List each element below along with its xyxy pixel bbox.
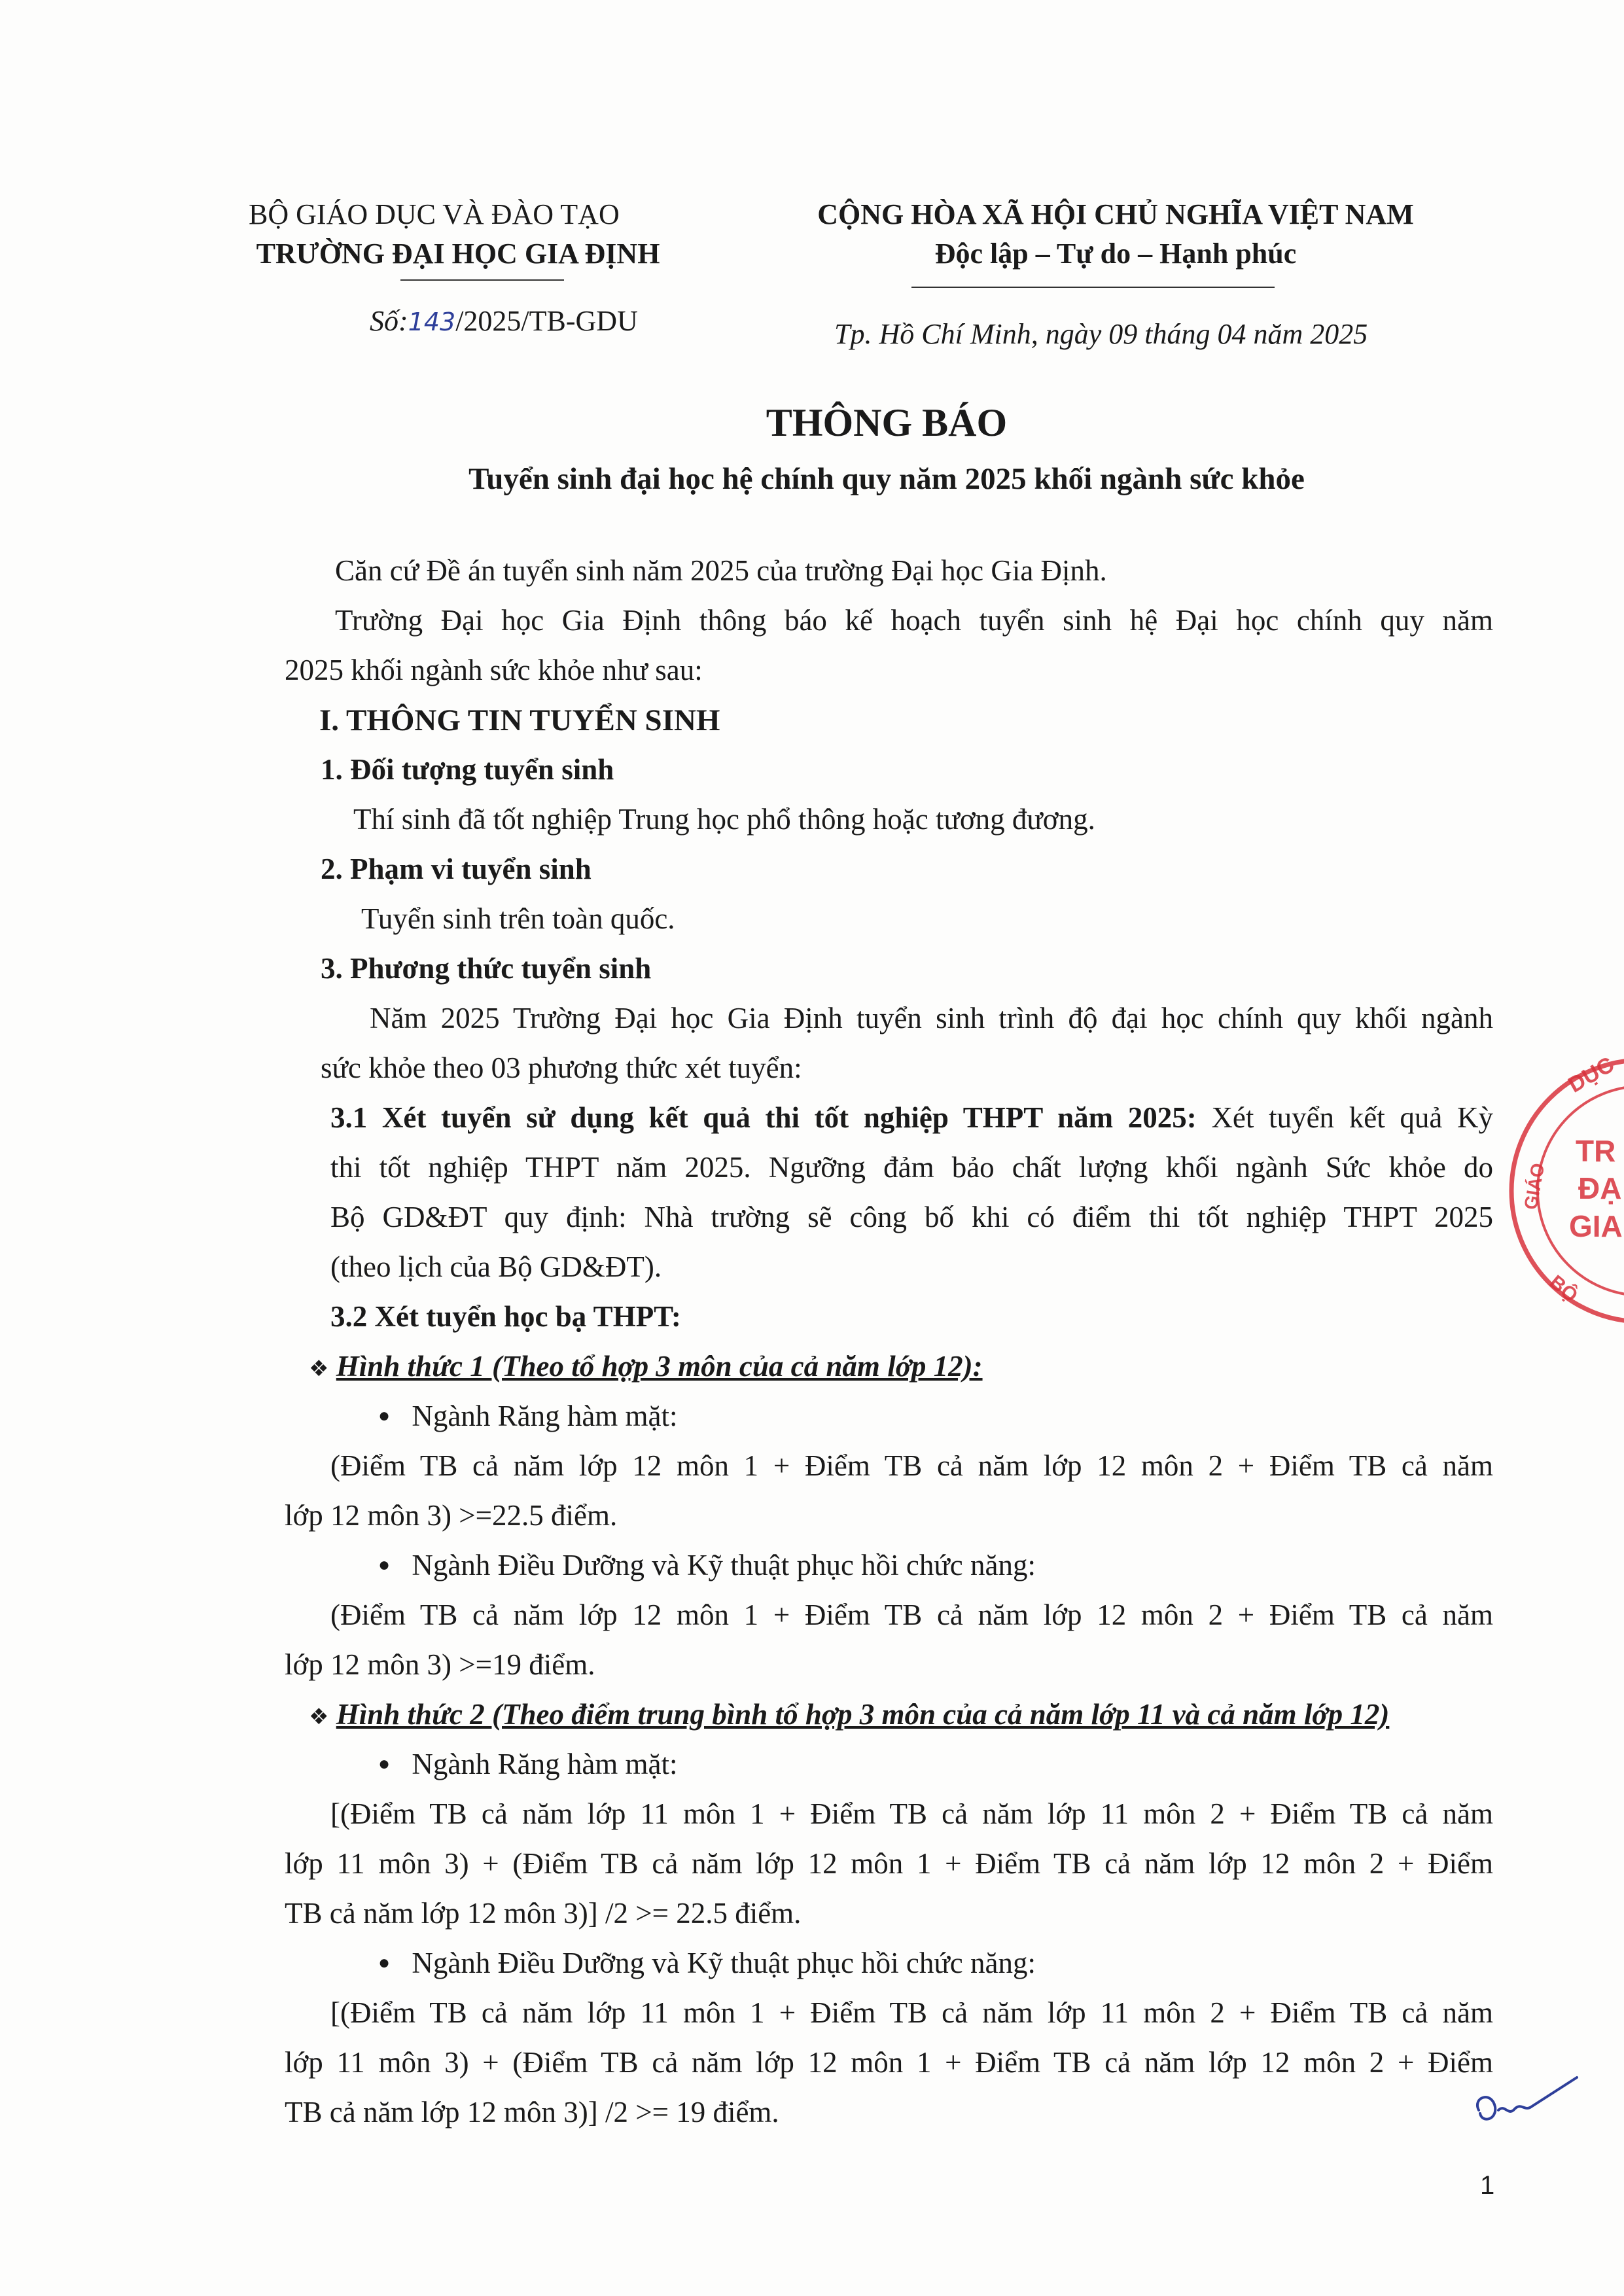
subsection-1-text: Thí sinh đã tốt nghiệp Trung học phổ thông hoặc tương đương.	[353, 803, 1095, 836]
subsection-1-heading: 1. Đối tượng tuyển sinh	[321, 753, 614, 786]
form-1-major-2-item	[378, 1548, 1036, 1582]
header-right-rule	[911, 287, 1275, 288]
form-2-major-1-label: Ngành Răng hàm mặt:	[412, 1748, 678, 1780]
method-31-line-2: thi tốt nghiệp THPT năm 2025. Ngưỡng đảm bảo chất lượng khối ngành Sức khỏe do	[330, 1151, 1493, 1184]
form-1-line	[309, 1349, 983, 1383]
method-31-heading: 3.1 Xét tuyển sử dụng kết quả thi tốt nghiệp THPT năm 2025:	[330, 1101, 1197, 1134]
bullet-icon: ●	[378, 1753, 391, 1775]
form-1-major-2-formula-b: lớp 12 môn 3) >=19 điểm.	[285, 1648, 595, 1681]
seal-text-line-3: GIA	[1569, 1209, 1623, 1243]
subsection-3-heading: 3. Phương thức tuyển sinh	[321, 952, 652, 985]
bullet-icon: ●	[378, 1554, 391, 1576]
diamond-bullet-icon: ❖	[309, 1356, 329, 1382]
form-2-major-2-formula-b: lớp 11 môn 3) + (Điểm TB cả năm lớp 12 môn 1 + Điểm TB cả năm lớp 12 môn 2 + Điểm	[285, 2046, 1493, 2079]
handwritten-initials-signature	[1466, 2071, 1583, 2143]
bullet-icon: ●	[378, 1405, 391, 1426]
document-number	[370, 304, 638, 338]
method-31-text-a: Xét tuyển kết quả Kỳ	[1211, 1101, 1493, 1134]
intro-paragraph-1: Căn cứ Đề án tuyển sinh năm 2025 của trường Đại học Gia Định.	[335, 554, 1107, 587]
seal-text-bottom: BỘ	[1545, 1271, 1582, 1307]
form-2-major-1-formula-c: TB cả năm lớp 12 môn 3)] /2 >= 22.5 điểm.	[285, 1897, 802, 1930]
subsection-2-text: Tuyển sinh trên toàn quốc.	[361, 902, 675, 935]
university-name: TRƯỜNG ĐẠI HỌC GIA ĐỊNH	[256, 238, 660, 270]
form-2-major-1-formula-a: [(Điểm TB cả năm lớp 11 môn 1 + Điểm TB cả năm lớp 11 môn 2 + Điểm TB cả năm	[330, 1797, 1493, 1830]
bullet-icon: ●	[378, 1952, 391, 1973]
intro-paragraph-2b: 2025 khối ngành sức khỏe như sau:	[285, 654, 703, 686]
seal-text-line-2: ĐẠ	[1578, 1171, 1622, 1205]
form-2-major-2-formula-a: [(Điểm TB cả năm lớp 11 môn 1 + Điểm TB cả năm lớp 11 môn 2 + Điểm TB cả năm	[330, 1996, 1493, 2029]
form-1-major-1-label: Ngành Răng hàm mặt:	[412, 1400, 678, 1432]
number-suffix: /2025/TB-GDU	[455, 305, 638, 337]
form-2-major-2-formula-c: TB cả năm lớp 12 môn 3)] /2 >= 19 điểm.	[285, 2096, 779, 2128]
method-31-line-4: (theo lịch của Bộ GD&ĐT).	[330, 1250, 662, 1283]
form-2-heading: Hình thức 2 (Theo điểm trung bình tổ hợp 3 môn của cả năm lớp 11 và cả năm lớp 12)	[336, 1698, 1390, 1731]
republic-name: CỘNG HÒA XÃ HỘI CHỦ NGHĨA VIỆT NAM	[817, 198, 1414, 230]
seal-text-line-1: TR	[1576, 1134, 1616, 1168]
form-2-major-1-item	[378, 1747, 678, 1781]
official-seal-stamp	[1498, 1047, 1624, 1335]
form-2-major-2-item	[378, 1946, 1036, 1980]
seal-text-left: GIÁO	[1520, 1161, 1549, 1212]
header-left-rule	[400, 279, 564, 281]
subsection-2-heading: 2. Phạm vi tuyển sinh	[321, 853, 591, 885]
place-date: Tp. Hồ Chí Minh, ngày 09 tháng 04 năm 2025	[834, 318, 1368, 350]
form-1-major-1-item	[378, 1399, 678, 1433]
method-31-line-3: Bộ GD&ĐT quy định: Nhà trường sẽ công bố khi có điểm thi tốt nghiệp THPT 2025	[330, 1201, 1493, 1233]
seal-text-top: DỤC	[1564, 1051, 1619, 1098]
form-2-line	[309, 1697, 1389, 1731]
subsection-3-text-a: Năm 2025 Trường Đại học Gia Định tuyển sinh trình độ đại học chính quy khối ngành	[370, 1002, 1493, 1034]
page-number: 1	[1480, 2171, 1495, 2200]
intro-paragraph-2a: Trường Đại học Gia Định thông báo kế hoạch tuyển sinh hệ Đại học chính quy năm	[335, 604, 1493, 637]
method-31-line-1	[330, 1101, 1493, 1135]
form-1-major-2-formula-a: (Điểm TB cả năm lớp 12 môn 1 + Điểm TB cả năm lớp 12 môn 2 + Điểm TB cả năm	[330, 1598, 1493, 1631]
number-prefix: Số:	[370, 305, 408, 337]
form-1-major-2-label: Ngành Điều Dưỡng và Kỹ thuật phục hồi chức năng:	[412, 1549, 1036, 1581]
form-1-major-1-formula-a: (Điểm TB cả năm lớp 12 môn 1 + Điểm TB cả năm lớp 12 môn 2 + Điểm TB cả năm	[330, 1449, 1493, 1482]
subsection-3-text-b: sức khỏe theo 03 phương thức xét tuyển:	[321, 1051, 802, 1084]
document-subtitle: Tuyển sinh đại học hệ chính quy năm 2025 khối ngành sức khỏe	[468, 462, 1305, 496]
ministry-name: BỘ GIÁO DỤC VÀ ĐÀO TẠO	[249, 198, 620, 230]
form-2-major-1-formula-b: lớp 11 môn 3) + (Điểm TB cả năm lớp 12 môn 1 + Điểm TB cả năm lớp 12 môn 2 + Điểm	[285, 1847, 1493, 1880]
form-2-major-2-label: Ngành Điều Dưỡng và Kỹ thuật phục hồi chức năng:	[412, 1947, 1036, 1979]
national-motto: Độc lập – Tự do – Hạnh phúc	[934, 238, 1297, 270]
section-heading: I. THÔNG TIN TUYỂN SINH	[319, 703, 720, 737]
method-32-heading: 3.2 Xét tuyển học bạ THPT:	[330, 1300, 681, 1333]
form-1-major-1-formula-b: lớp 12 môn 3) >=22.5 điểm.	[285, 1499, 618, 1532]
diamond-bullet-icon: ❖	[309, 1704, 329, 1730]
number-handwritten: 143	[408, 308, 456, 336]
form-1-heading: Hình thức 1 (Theo tổ hợp 3 môn của cả năm lớp 12):	[336, 1350, 983, 1383]
document-title: THÔNG BÁO	[766, 401, 1008, 444]
